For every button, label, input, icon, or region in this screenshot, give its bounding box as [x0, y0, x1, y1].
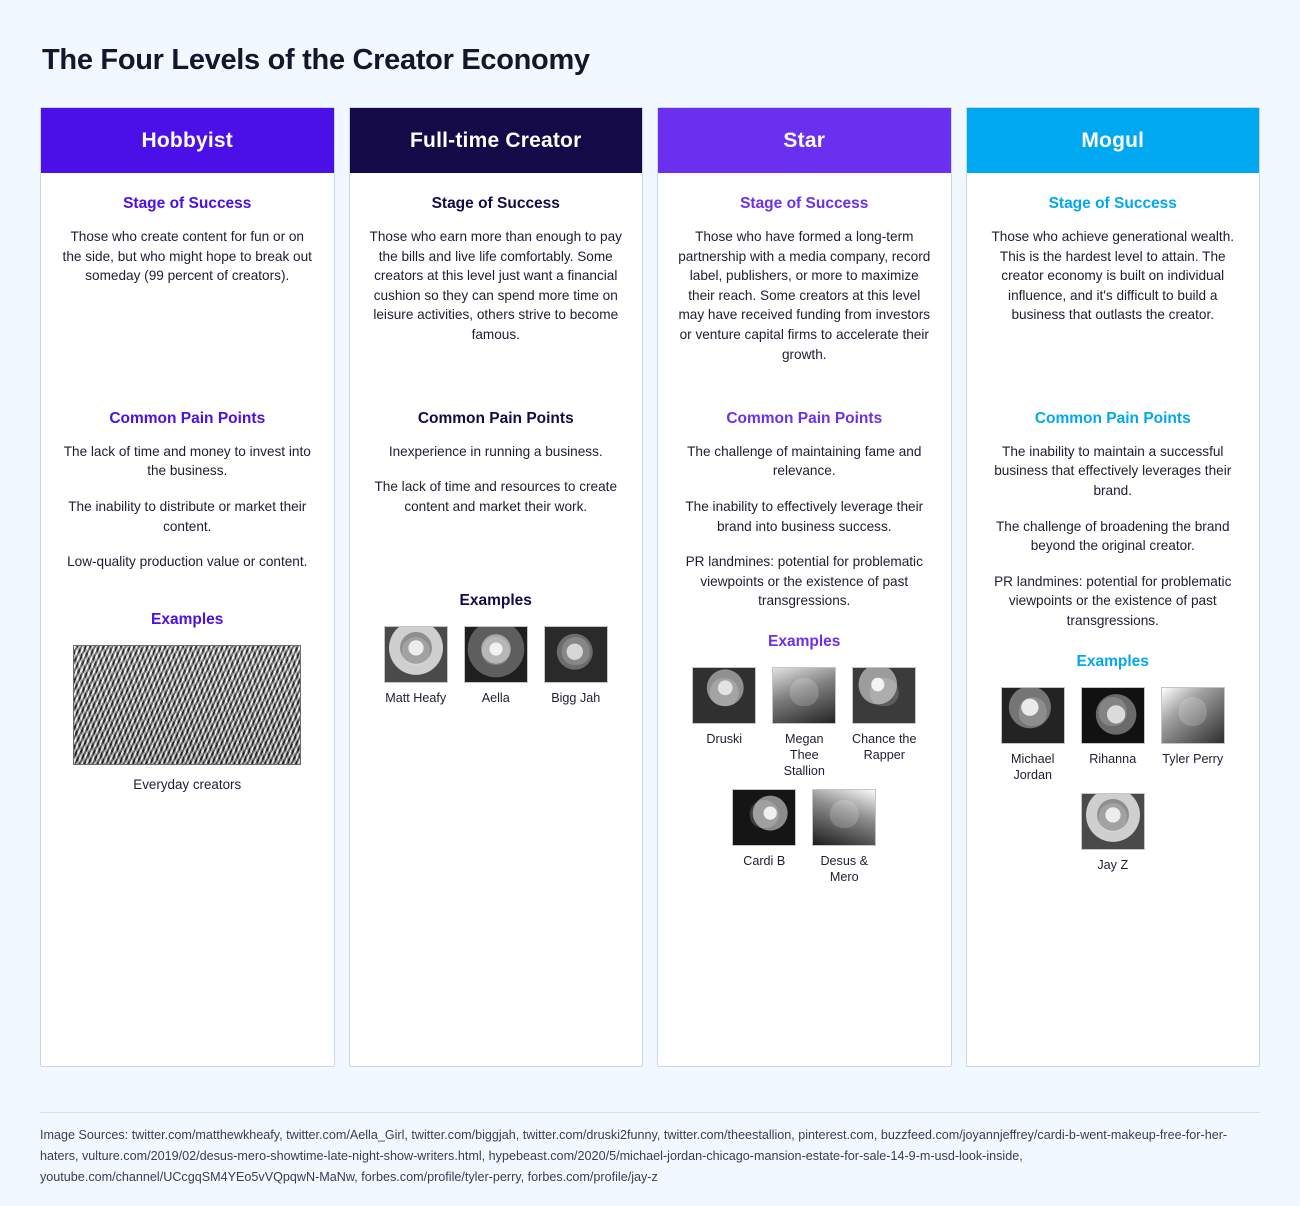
level-column [657, 107, 952, 1067]
level-body [967, 173, 1260, 1066]
section-title-success: Stage of Success [1048, 195, 1177, 212]
pain-point: The lack of time and money to invest into the business. [63, 443, 311, 479]
pain-point: The challenge of broadening the brand beyond the original creator. [995, 518, 1230, 554]
example-caption: Chance the Rapper [852, 731, 917, 762]
pain-point: The inability to distribute or market their content. [68, 498, 307, 534]
pain-point: The lack of time and resources to create content and market their work. [374, 479, 618, 514]
portrait-silhouette [1178, 697, 1207, 726]
spacer [370, 533, 623, 592]
spacer [61, 302, 314, 410]
level-column [349, 107, 644, 1067]
level-column [966, 107, 1261, 1067]
example-photo [384, 626, 448, 683]
example-photo [73, 645, 301, 765]
success-description: Those who have formed a long-term partnership with a media company, record label, publishers, or more to maximize their reach. Some creators at this level may have received funding from investors or venture capital firms to accelerate their growth. [678, 229, 931, 362]
example-item [690, 667, 758, 779]
example-photo [732, 789, 796, 846]
portrait-silhouette [1098, 803, 1127, 832]
example-item [770, 667, 838, 779]
example-caption: Druski [706, 731, 743, 746]
example-item [999, 687, 1067, 783]
section-title-pain-points: Common Pain Points [417, 409, 574, 427]
example-caption: Desus & Mero [820, 853, 869, 884]
section-title-pain-points: Common Pain Points [726, 409, 883, 427]
section-title-pain-points: Common Pain Points [1034, 409, 1191, 427]
section-title-examples: Examples [151, 610, 224, 628]
example-item [1079, 793, 1147, 873]
level-header [967, 108, 1260, 173]
example-photo [692, 667, 756, 724]
example-item [850, 667, 918, 779]
example-caption: Rihanna [1089, 751, 1137, 766]
example-photo [852, 667, 916, 724]
portrait-silhouette [1018, 697, 1047, 726]
portrait-silhouette [830, 800, 859, 829]
example-caption: Michael Jordan [1011, 751, 1055, 782]
portrait-silhouette [561, 637, 590, 666]
image-sources: Image Sources: twitter.com/matthewkheafy, twitter.com/Aella_Girl, twitter.com/biggjah, twitter.com/druski2funny, twitter.com/theestallion, pinterest.com, buzzfeed.com/joyannjeffrey/cardi-b-went-makeup-free-for-her-haters, vulture.com/2019/02/desus-mero-showtime-late-night-show-writers.html, hypebeast.com/2020/5/michael-jordan-chicago-mansion-estate-for-sale-14-9-m-usd-look-inside, youtube.com/channel/UCcgqSM4YEo5vVQpqwN-MaNw, forbes.com/profile/tyler-perry, forbes.com/profile/jay-z [40, 1112, 1260, 1188]
spacer [61, 588, 314, 611]
example-item [542, 626, 610, 706]
spacer [987, 341, 1240, 410]
photo-art [74, 646, 300, 764]
pain-point: PR landmines: potential for problematic viewpoints or the existence of past transgressions. [685, 554, 923, 609]
section-title-pain-points: Common Pain Points [109, 409, 266, 427]
section-title-success: Stage of Success [740, 195, 869, 212]
examples-grid [61, 645, 314, 793]
example-caption: Aella [481, 690, 510, 705]
success-description: Those who earn more than enough to pay the bills and live life comfortably. Some creators at this level just want a financial cushion so they can spend more time on leisure activities, others strive to become famous. [369, 229, 622, 342]
example-caption: Everyday creators [133, 776, 242, 792]
example-caption: Bigg Jah [551, 690, 601, 705]
level-header [41, 108, 334, 173]
pain-point: PR landmines: potential for problematic viewpoints or the existence of past transgressions. [994, 573, 1232, 628]
section-title-success: Stage of Success [431, 195, 560, 212]
level-header [658, 108, 951, 173]
example-item [1159, 687, 1227, 783]
example-item [73, 645, 301, 793]
example-item [1079, 687, 1147, 783]
level-header [350, 108, 643, 173]
level-body [41, 173, 334, 1066]
section-title-examples: Examples [459, 591, 532, 609]
example-caption: Matt Heafy [385, 690, 447, 705]
section-title-success: Stage of Success [123, 195, 252, 212]
pain-point: Low-quality production value or content. [67, 554, 308, 570]
portrait-silhouette [710, 678, 739, 707]
portrait-silhouette [401, 637, 430, 666]
example-item [462, 626, 530, 706]
section-title-examples: Examples [1076, 652, 1149, 670]
example-photo [1001, 687, 1065, 744]
level-body [658, 173, 951, 1066]
pain-point: The inability to effectively leverage their brand into business success. [685, 498, 924, 534]
spacer [370, 361, 623, 410]
portrait-silhouette [790, 678, 819, 707]
level-title: Hobbyist [141, 128, 233, 152]
example-photo [1161, 687, 1225, 744]
success-description: Those who achieve generational wealth. This is the hardest level to attain. The creator economy is built on individual influence, and it's difficult to build a business that outlasts the creator. [991, 229, 1235, 323]
pain-point: The challenge of maintaining fame and relevance. [687, 443, 922, 479]
examples-grid [678, 667, 931, 885]
level-title: Full-time Creator [410, 128, 582, 152]
spacer [678, 380, 931, 410]
portrait-silhouette [481, 637, 510, 666]
level-title: Mogul [1081, 128, 1145, 152]
page-title: The Four Levels of the Creator Economy [42, 44, 590, 76]
examples-grid [370, 626, 623, 706]
example-photo [1081, 793, 1145, 850]
level-body [350, 173, 643, 1066]
examples-grid [987, 687, 1240, 873]
example-photo [464, 626, 528, 683]
example-caption: Cardi B [743, 853, 786, 868]
pain-point: The inability to maintain a successful business that effectively leverages their brand. [994, 443, 1232, 498]
example-item [810, 789, 878, 885]
level-column [40, 107, 335, 1067]
pain-point: Inexperience in running a business. [388, 443, 603, 459]
portrait-silhouette [750, 800, 779, 829]
portrait-silhouette [870, 678, 899, 707]
level-title: Star [783, 128, 826, 152]
success-description: Those who create content for fun or on the side, but who might hope to break out someday (99 percent of creators). [62, 229, 312, 284]
example-caption: Tyler Perry [1162, 751, 1224, 766]
example-item [730, 789, 798, 885]
levels-columns [40, 107, 1260, 1067]
section-title-examples: Examples [768, 632, 841, 650]
example-photo [772, 667, 836, 724]
example-item [382, 626, 450, 706]
example-caption: Jay Z [1097, 857, 1129, 872]
example-photo [1081, 687, 1145, 744]
example-caption: Megan Thee Stallion [783, 731, 825, 778]
example-photo [812, 789, 876, 846]
example-photo [544, 626, 608, 683]
portrait-silhouette [1098, 697, 1127, 726]
